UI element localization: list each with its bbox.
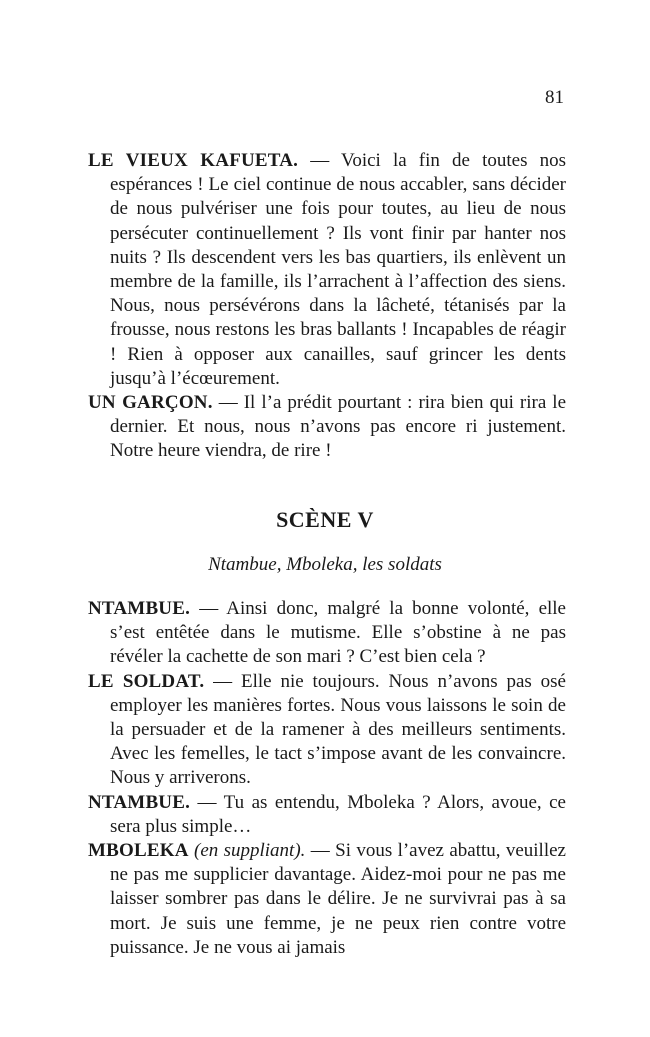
speaker-name: NTAMBUE.	[88, 791, 191, 813]
speech-text: — Il l’a prédit pourtant : rira bien qui rira le dernier. Et nous, nous n’avons pas encore ri justement. Notre heure viendra, de rire !	[110, 392, 566, 462]
speaker-name: MBOLEKA	[88, 840, 189, 862]
speaker-name: LE SOLDAT.	[88, 670, 205, 692]
speech-text: — Tu as entendu, Mboleka ? Alors, avoue, ce sera plus simple…	[110, 791, 566, 837]
stage-direction: (en suppliant).	[188, 840, 306, 862]
speech-text: — Ainsi donc, malgré la bonne volonté, elle s’est entêtée dans le mutisme. Elle s’obstine à ne pas révéler la cachette de son mari ? C’est bien cela ?	[110, 598, 566, 668]
speaker-name: LE VIEUX KAFUETA.	[88, 150, 299, 171]
speech-soldat	[88, 670, 566, 791]
speech-ntambue-2	[88, 791, 566, 839]
speech-text: — Si vous l’avez abattu, veuillez ne pas me supplicier davantage. Aidez-moi pour ne pas me laisser sombrer pas dans le délire. Je ne survivrai pas à sa mort. Je suis une femme, je ne peux rien contre votre puissance. Je ne vous ai jamais	[110, 840, 566, 958]
speech-text: — Elle nie toujours. Nous n’avons pas osé employer les manières fortes. Nous vous laissons le soin de la persuader et de la ramener à des meilleurs sentiments. Avec les femelles, le tact s’impose avant de les convaincre. Nous y arriverons.	[110, 670, 566, 789]
scene-4-dialogue	[88, 149, 566, 464]
speaker-name: UN GARÇON.	[88, 392, 213, 414]
scene-5-dialogue	[88, 597, 566, 960]
speech-kafueta	[88, 149, 566, 391]
speech-garcon	[88, 391, 566, 464]
speech-mboleka	[88, 839, 566, 960]
page-number: 81	[545, 87, 564, 108]
speech-text: — Voici la fin de toutes nos espérances ! Le ciel continue de nous accabler, sans décider de nous pulvériser une fois pour toutes, au lieu de nous persécuter continuellement ? Ils vont finir par hanter nos nuits ? Ils descendent vers les bas quartiers, ils enlèvent un membre de la famille, ils l’arrachent à l’affection des siens. Nous, nous persévérons dans la lâcheté, tétanisés par la frousse, nous restons les bras ballants ! Incapables de réagir ! Rien à opposer aux canailles, sauf grincer les dents jusqu’à l’écœurement.	[110, 150, 567, 389]
speaker-name: NTAMBUE.	[88, 598, 191, 619]
scene-cast: Ntambue, Mboleka, les soldats	[208, 554, 442, 575]
scene-title: SCÈNE V	[276, 507, 374, 532]
speech-ntambue	[88, 597, 566, 670]
